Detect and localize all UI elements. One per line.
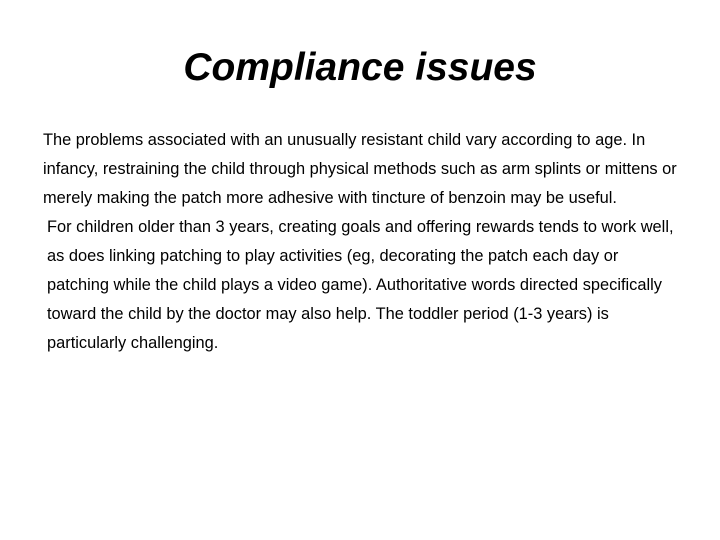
slide-body xyxy=(43,126,683,358)
body-paragraph: The problems associated with an unusually resistant child vary according to age. In infancy, restraining the child through physical methods such as arm splints or mittens or merely making the patch more adhesive with tincture of benzoin may be useful. xyxy=(43,131,677,207)
slide-title: Compliance issues xyxy=(183,46,537,89)
body-paragraph: For children older than 3 years, creating goals and offering rewards tends to work well, as does linking patching to play activities (eg, decorating the patch each day or patching while the child plays a video game). Authoritative words directed specifically toward the child by the doctor may also help. The toddler period (1-3 years) is particularly challenging. xyxy=(47,218,674,352)
